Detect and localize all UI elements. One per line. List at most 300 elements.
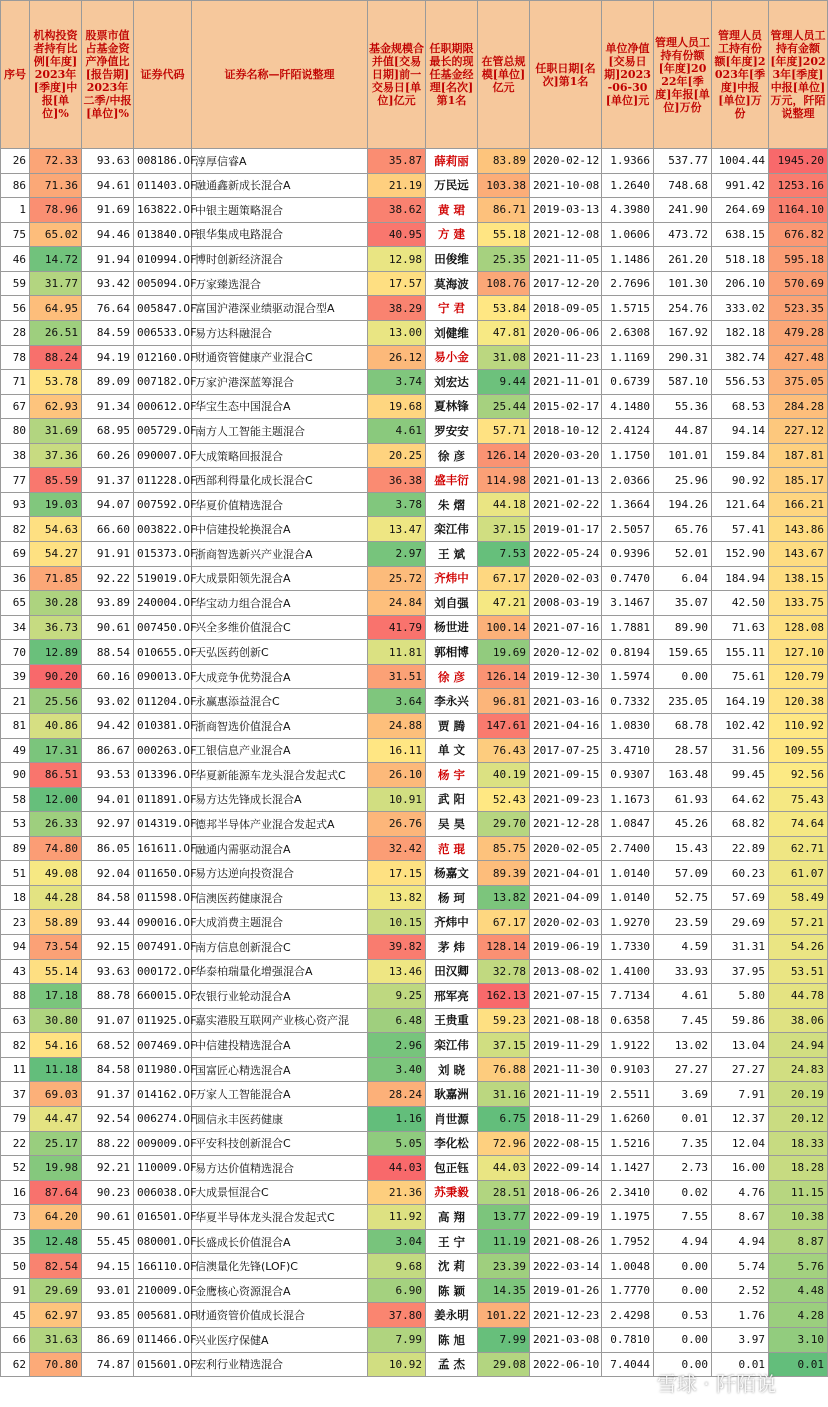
scale-cell: 24.84 — [368, 591, 426, 616]
stock-ratio-cell: 91.34 — [82, 394, 134, 419]
aum-cell: 9.44 — [478, 370, 530, 395]
fund-name-cell: 大成竞争优势混合A — [192, 664, 368, 689]
seq-cell: 43 — [1, 959, 30, 984]
seq-cell: 75 — [1, 222, 30, 247]
table-row — [1, 443, 828, 468]
hold-2023-cell: 102.42 — [712, 713, 769, 738]
inst-ratio-cell: 65.02 — [30, 222, 82, 247]
aum-cell: 67.17 — [478, 566, 530, 591]
fund-name-cell: 大成景阳领先混合A — [192, 566, 368, 591]
header-stock-ratio: 股票市值占基金资产净值比[报告期]2023年二季/中报[单位]% — [82, 1, 134, 149]
hold-2022-cell: 4.61 — [654, 984, 712, 1009]
hold-2022-cell: 52.01 — [654, 542, 712, 567]
table-row — [1, 1180, 828, 1205]
hold-2023-cell: 13.04 — [712, 1033, 769, 1058]
inst-ratio-cell: 19.98 — [30, 1156, 82, 1181]
start-date-cell: 2021-01-13 — [530, 468, 602, 493]
hold-amount-cell: 284.28 — [769, 394, 828, 419]
stock-ratio-cell: 92.22 — [82, 566, 134, 591]
hold-2023-cell: 382.74 — [712, 345, 769, 370]
scale-cell: 10.15 — [368, 910, 426, 935]
scale-cell: 16.11 — [368, 738, 426, 763]
aum-cell: 76.88 — [478, 1057, 530, 1082]
hold-2022-cell: 57.09 — [654, 861, 712, 886]
stock-ratio-cell: 93.44 — [82, 910, 134, 935]
hold-2022-cell: 587.10 — [654, 370, 712, 395]
seq-cell: 49 — [1, 738, 30, 763]
start-date-cell: 2021-11-05 — [530, 247, 602, 272]
fund-name-cell: 财通资管价值成长混合 — [192, 1303, 368, 1328]
fund-name-cell: 国富匠心精选混合A — [192, 1057, 368, 1082]
seq-cell: 36 — [1, 566, 30, 591]
code-cell: 011403.OF — [134, 173, 192, 198]
nav-cell: 0.8194 — [602, 640, 654, 665]
seq-cell: 66 — [1, 1328, 30, 1353]
manager-cell: 盛丰衍 — [426, 468, 478, 493]
hold-2022-cell: 3.69 — [654, 1082, 712, 1107]
hold-2023-cell: 638.15 — [712, 222, 769, 247]
stock-ratio-cell: 86.67 — [82, 738, 134, 763]
fund-name-cell: 银华集成电路混合 — [192, 222, 368, 247]
table-row — [1, 1033, 828, 1058]
fund-name-cell: 中银主题策略混合 — [192, 198, 368, 223]
inst-ratio-cell: 90.20 — [30, 664, 82, 689]
header-code: 证券代码 — [134, 1, 192, 149]
code-cell: 011650.OF — [134, 861, 192, 886]
code-cell: 010655.OF — [134, 640, 192, 665]
aum-cell: 76.43 — [478, 738, 530, 763]
header-hold-2023: 管理人员工持有份额[年度]2023年[季度]中报[单位]万份 — [712, 1, 769, 149]
nav-cell: 1.9270 — [602, 910, 654, 935]
aum-cell: 126.14 — [478, 443, 530, 468]
table-row — [1, 787, 828, 812]
inst-ratio-cell: 26.51 — [30, 320, 82, 345]
scale-cell: 38.29 — [368, 296, 426, 321]
aum-cell: 101.22 — [478, 1303, 530, 1328]
start-date-cell: 2022-08-15 — [530, 1131, 602, 1156]
hold-2022-cell: 65.76 — [654, 517, 712, 542]
table-row — [1, 222, 828, 247]
hold-2023-cell: 2.52 — [712, 1278, 769, 1303]
stock-ratio-cell: 91.94 — [82, 247, 134, 272]
start-date-cell: 2018-09-05 — [530, 296, 602, 321]
hold-amount-cell: 11.15 — [769, 1180, 828, 1205]
fund-name-cell: 融通鑫新成长混合A — [192, 173, 368, 198]
manager-cell: 夏林锋 — [426, 394, 478, 419]
code-cell: 011925.OF — [134, 1008, 192, 1033]
start-date-cell: 2022-09-19 — [530, 1205, 602, 1230]
seq-cell: 78 — [1, 345, 30, 370]
inst-ratio-cell: 72.33 — [30, 149, 82, 174]
seq-cell: 79 — [1, 1106, 30, 1131]
inst-ratio-cell: 53.78 — [30, 370, 82, 395]
hold-amount-cell: 0.01 — [769, 1352, 828, 1377]
code-cell: 014162.OF — [134, 1082, 192, 1107]
table-row — [1, 984, 828, 1009]
watermark: 雪球 · 阡陌说 — [656, 1372, 776, 1396]
aum-cell: 85.75 — [478, 836, 530, 861]
hold-2023-cell: 94.14 — [712, 419, 769, 444]
fund-name-cell: 万家沪港深蓝筹混合 — [192, 370, 368, 395]
hold-2023-cell: 182.18 — [712, 320, 769, 345]
inst-ratio-cell: 36.73 — [30, 615, 82, 640]
code-cell: 008186.OF — [134, 149, 192, 174]
start-date-cell: 2020-02-05 — [530, 836, 602, 861]
hold-2022-cell: 0.02 — [654, 1180, 712, 1205]
hold-2022-cell: 0.00 — [654, 1352, 712, 1377]
aum-cell: 47.81 — [478, 320, 530, 345]
hold-amount-cell: 5.76 — [769, 1254, 828, 1279]
seq-cell: 1 — [1, 198, 30, 223]
hold-amount-cell: 61.07 — [769, 861, 828, 886]
code-cell: 080001.OF — [134, 1229, 192, 1254]
scale-cell: 9.25 — [368, 984, 426, 1009]
fund-name-cell: 华泰柏瑞量化增强混合A — [192, 959, 368, 984]
hold-2023-cell: 264.69 — [712, 198, 769, 223]
hold-2022-cell: 748.68 — [654, 173, 712, 198]
scale-cell: 11.92 — [368, 1205, 426, 1230]
hold-2022-cell: 235.05 — [654, 689, 712, 714]
inst-ratio-cell: 44.28 — [30, 885, 82, 910]
code-cell: 006533.OF — [134, 320, 192, 345]
hold-2023-cell: 333.02 — [712, 296, 769, 321]
hold-2022-cell: 35.07 — [654, 591, 712, 616]
stock-ratio-cell: 94.15 — [82, 1254, 134, 1279]
start-date-cell: 2013-08-02 — [530, 959, 602, 984]
table-row — [1, 468, 828, 493]
seq-cell: 59 — [1, 271, 30, 296]
hold-amount-cell: 1945.20 — [769, 149, 828, 174]
stock-ratio-cell: 93.53 — [82, 763, 134, 788]
nav-cell: 1.0048 — [602, 1254, 654, 1279]
hold-2023-cell: 64.62 — [712, 787, 769, 812]
aum-cell: 37.15 — [478, 1033, 530, 1058]
scale-cell: 19.68 — [368, 394, 426, 419]
start-date-cell: 2021-11-30 — [530, 1057, 602, 1082]
aum-cell: 7.53 — [478, 542, 530, 567]
hold-amount-cell: 120.79 — [769, 664, 828, 689]
seq-cell: 21 — [1, 689, 30, 714]
code-cell: 010994.OF — [134, 247, 192, 272]
start-date-cell: 2019-06-19 — [530, 935, 602, 960]
nav-cell: 1.0140 — [602, 885, 654, 910]
start-date-cell: 2020-02-03 — [530, 910, 602, 935]
code-cell: 240004.OF — [134, 591, 192, 616]
scale-cell: 13.47 — [368, 517, 426, 542]
start-date-cell: 2021-12-23 — [530, 1303, 602, 1328]
table-row — [1, 296, 828, 321]
hold-2023-cell: 4.76 — [712, 1180, 769, 1205]
hold-amount-cell: 128.08 — [769, 615, 828, 640]
hold-2022-cell: 52.75 — [654, 885, 712, 910]
hold-amount-cell: 58.49 — [769, 885, 828, 910]
start-date-cell: 2019-12-30 — [530, 664, 602, 689]
scale-cell: 44.03 — [368, 1156, 426, 1181]
seq-cell: 67 — [1, 394, 30, 419]
nav-cell: 1.1750 — [602, 443, 654, 468]
scale-cell: 26.76 — [368, 812, 426, 837]
stock-ratio-cell: 94.42 — [82, 713, 134, 738]
fund-name-cell: 华宝生态中国混合A — [192, 394, 368, 419]
scale-cell: 3.78 — [368, 492, 426, 517]
code-cell: 006274.OF — [134, 1106, 192, 1131]
hold-2022-cell: 61.93 — [654, 787, 712, 812]
header-manager: 任职期限最长的现任基金经理[名次]第1名 — [426, 1, 478, 149]
hold-amount-cell: 227.12 — [769, 419, 828, 444]
hold-amount-cell: 57.21 — [769, 910, 828, 935]
start-date-cell: 2022-09-14 — [530, 1156, 602, 1181]
nav-cell: 1.1673 — [602, 787, 654, 812]
table-row — [1, 664, 828, 689]
hold-amount-cell: 3.10 — [769, 1328, 828, 1353]
code-cell: 005094.OF — [134, 271, 192, 296]
inst-ratio-cell: 31.63 — [30, 1328, 82, 1353]
seq-cell: 82 — [1, 1033, 30, 1058]
hold-2022-cell: 101.30 — [654, 271, 712, 296]
manager-cell: 栾江伟 — [426, 1033, 478, 1058]
fund-name-cell: 华夏新能源车龙头混合发起式C — [192, 763, 368, 788]
aum-cell: 96.81 — [478, 689, 530, 714]
inst-ratio-cell: 31.69 — [30, 419, 82, 444]
stock-ratio-cell: 90.61 — [82, 615, 134, 640]
aum-cell: 13.82 — [478, 885, 530, 910]
inst-ratio-cell: 44.47 — [30, 1106, 82, 1131]
inst-ratio-cell: 86.51 — [30, 763, 82, 788]
hold-amount-cell: 20.19 — [769, 1082, 828, 1107]
hold-amount-cell: 570.69 — [769, 271, 828, 296]
hold-2023-cell: 991.42 — [712, 173, 769, 198]
hold-2022-cell: 23.59 — [654, 910, 712, 935]
code-cell: 010381.OF — [134, 713, 192, 738]
stock-ratio-cell: 88.22 — [82, 1131, 134, 1156]
hold-2023-cell: 159.84 — [712, 443, 769, 468]
stock-ratio-cell: 55.45 — [82, 1229, 134, 1254]
hold-2023-cell: 57.41 — [712, 517, 769, 542]
fund-name-cell: 万家臻选混合 — [192, 271, 368, 296]
inst-ratio-cell: 12.48 — [30, 1229, 82, 1254]
nav-cell: 2.7696 — [602, 271, 654, 296]
hold-2023-cell: 8.67 — [712, 1205, 769, 1230]
seq-cell: 94 — [1, 935, 30, 960]
hold-2023-cell: 37.95 — [712, 959, 769, 984]
header-seq: 序号 — [1, 1, 30, 149]
code-cell: 210009.OF — [134, 1278, 192, 1303]
inst-ratio-cell: 54.16 — [30, 1033, 82, 1058]
hold-2022-cell: 159.65 — [654, 640, 712, 665]
manager-cell: 王 斌 — [426, 542, 478, 567]
seq-cell: 65 — [1, 591, 30, 616]
scale-cell: 21.19 — [368, 173, 426, 198]
code-cell: 007182.OF — [134, 370, 192, 395]
hold-amount-cell: 479.28 — [769, 320, 828, 345]
fund-name-cell: 永赢惠添益混合C — [192, 689, 368, 714]
code-cell: 005729.OF — [134, 419, 192, 444]
hold-2023-cell: 31.31 — [712, 935, 769, 960]
manager-cell: 包正钰 — [426, 1156, 478, 1181]
seq-cell: 80 — [1, 419, 30, 444]
aum-cell: 44.03 — [478, 1156, 530, 1181]
code-cell: 011598.OF — [134, 885, 192, 910]
manager-cell: 杨世进 — [426, 615, 478, 640]
scale-cell: 21.36 — [368, 1180, 426, 1205]
stock-ratio-cell: 86.05 — [82, 836, 134, 861]
scale-cell: 31.51 — [368, 664, 426, 689]
nav-cell: 0.9396 — [602, 542, 654, 567]
hold-2022-cell: 0.00 — [654, 664, 712, 689]
hold-amount-cell: 523.35 — [769, 296, 828, 321]
aum-cell: 126.14 — [478, 664, 530, 689]
hold-2022-cell: 473.72 — [654, 222, 712, 247]
fund-name-cell: 华宝动力组合混合A — [192, 591, 368, 616]
fund-name-cell: 工银信息产业混合A — [192, 738, 368, 763]
hold-amount-cell: 110.92 — [769, 713, 828, 738]
scale-cell: 13.46 — [368, 959, 426, 984]
code-cell: 000172.OF — [134, 959, 192, 984]
stock-ratio-cell: 86.69 — [82, 1328, 134, 1353]
start-date-cell: 2021-09-15 — [530, 763, 602, 788]
inst-ratio-cell: 12.00 — [30, 787, 82, 812]
scale-cell: 13.82 — [368, 885, 426, 910]
hold-2022-cell: 0.01 — [654, 1106, 712, 1131]
seq-cell: 35 — [1, 1229, 30, 1254]
start-date-cell: 2021-09-23 — [530, 787, 602, 812]
aum-cell: 72.96 — [478, 1131, 530, 1156]
table-row — [1, 763, 828, 788]
hold-amount-cell: 427.48 — [769, 345, 828, 370]
stock-ratio-cell: 76.64 — [82, 296, 134, 321]
inst-ratio-cell: 69.03 — [30, 1082, 82, 1107]
fund-name-cell: 浙商智选价值混合A — [192, 713, 368, 738]
nav-cell: 2.5511 — [602, 1082, 654, 1107]
aum-cell: 31.16 — [478, 1082, 530, 1107]
code-cell: 007469.OF — [134, 1033, 192, 1058]
start-date-cell: 2021-03-16 — [530, 689, 602, 714]
aum-cell: 86.71 — [478, 198, 530, 223]
scale-cell: 3.74 — [368, 370, 426, 395]
start-date-cell: 2008-03-19 — [530, 591, 602, 616]
stock-ratio-cell: 93.85 — [82, 1303, 134, 1328]
stock-ratio-cell: 84.58 — [82, 885, 134, 910]
hold-2023-cell: 152.90 — [712, 542, 769, 567]
nav-cell: 1.0606 — [602, 222, 654, 247]
start-date-cell: 2021-03-08 — [530, 1328, 602, 1353]
nav-cell: 1.2640 — [602, 173, 654, 198]
manager-cell: 易小金 — [426, 345, 478, 370]
nav-cell: 0.9103 — [602, 1057, 654, 1082]
stock-ratio-cell: 91.37 — [82, 468, 134, 493]
scale-cell: 12.98 — [368, 247, 426, 272]
seq-cell: 46 — [1, 247, 30, 272]
aum-cell: 31.08 — [478, 345, 530, 370]
nav-cell: 0.6739 — [602, 370, 654, 395]
inst-ratio-cell: 54.63 — [30, 517, 82, 542]
hold-2023-cell: 16.00 — [712, 1156, 769, 1181]
fund-name-cell: 长盛成长价值混合A — [192, 1229, 368, 1254]
start-date-cell: 2020-03-20 — [530, 443, 602, 468]
seq-cell: 86 — [1, 173, 30, 198]
manager-cell: 茅 炜 — [426, 935, 478, 960]
fund-name-cell: 兴全多维价值混合C — [192, 615, 368, 640]
table-row — [1, 713, 828, 738]
table-row — [1, 1303, 828, 1328]
code-cell: 007450.OF — [134, 615, 192, 640]
hold-amount-cell: 143.86 — [769, 517, 828, 542]
scale-cell: 6.48 — [368, 1008, 426, 1033]
inst-ratio-cell: 73.54 — [30, 935, 82, 960]
nav-cell: 4.3980 — [602, 198, 654, 223]
hold-amount-cell: 54.26 — [769, 935, 828, 960]
fund-name-cell: 易方达逆向投资混合 — [192, 861, 368, 886]
stock-ratio-cell: 84.59 — [82, 320, 134, 345]
inst-ratio-cell: 49.08 — [30, 861, 82, 886]
nav-cell: 1.5216 — [602, 1131, 654, 1156]
nav-cell: 1.0830 — [602, 713, 654, 738]
code-cell: 090013.OF — [134, 664, 192, 689]
hold-2023-cell: 12.04 — [712, 1131, 769, 1156]
start-date-cell: 2020-06-06 — [530, 320, 602, 345]
hold-2023-cell: 1.76 — [712, 1303, 769, 1328]
inst-ratio-cell: 14.72 — [30, 247, 82, 272]
nav-cell: 3.1467 — [602, 591, 654, 616]
table-row — [1, 1057, 828, 1082]
manager-cell: 高 翔 — [426, 1205, 478, 1230]
nav-cell: 1.6260 — [602, 1106, 654, 1131]
hold-amount-cell: 138.15 — [769, 566, 828, 591]
header-scale: 基金规模合并值[交易日期]前一交易日[单位]亿元 — [368, 1, 426, 149]
seq-cell: 11 — [1, 1057, 30, 1082]
code-cell: 000263.OF — [134, 738, 192, 763]
manager-cell: 单 文 — [426, 738, 478, 763]
hold-2023-cell: 68.53 — [712, 394, 769, 419]
table-row — [1, 640, 828, 665]
nav-cell: 1.3664 — [602, 492, 654, 517]
seq-cell: 71 — [1, 370, 30, 395]
nav-cell: 0.7332 — [602, 689, 654, 714]
manager-cell: 栾江伟 — [426, 517, 478, 542]
scale-cell: 28.24 — [368, 1082, 426, 1107]
scale-cell: 5.05 — [368, 1131, 426, 1156]
hold-2023-cell: 27.27 — [712, 1057, 769, 1082]
manager-cell: 莫海波 — [426, 271, 478, 296]
table-row — [1, 689, 828, 714]
stock-ratio-cell: 89.09 — [82, 370, 134, 395]
stock-ratio-cell: 84.58 — [82, 1057, 134, 1082]
table-row — [1, 394, 828, 419]
inst-ratio-cell: 64.20 — [30, 1205, 82, 1230]
start-date-cell: 2022-05-24 — [530, 542, 602, 567]
fund-name-cell: 南方信息创新混合C — [192, 935, 368, 960]
stock-ratio-cell: 92.97 — [82, 812, 134, 837]
hold-2022-cell: 25.96 — [654, 468, 712, 493]
aum-cell: 37.15 — [478, 517, 530, 542]
table-row — [1, 1254, 828, 1279]
hold-amount-cell: 44.78 — [769, 984, 828, 1009]
fund-name-cell: 华夏半导体龙头混合发起式C — [192, 1205, 368, 1230]
aum-cell: 11.19 — [478, 1229, 530, 1254]
code-cell: 007592.OF — [134, 492, 192, 517]
header-inst-ratio: 机构投资者持有比例[年度]2023年[季度]中报[单位]% — [30, 1, 82, 149]
inst-ratio-cell: 62.93 — [30, 394, 82, 419]
seq-cell: 38 — [1, 443, 30, 468]
aum-cell: 53.84 — [478, 296, 530, 321]
hold-2023-cell: 0.01 — [712, 1352, 769, 1377]
inst-ratio-cell: 12.89 — [30, 640, 82, 665]
inst-ratio-cell: 78.96 — [30, 198, 82, 223]
stock-ratio-cell: 92.04 — [82, 861, 134, 886]
code-cell: 013840.OF — [134, 222, 192, 247]
aum-cell: 29.08 — [478, 1352, 530, 1377]
hold-2023-cell: 31.56 — [712, 738, 769, 763]
